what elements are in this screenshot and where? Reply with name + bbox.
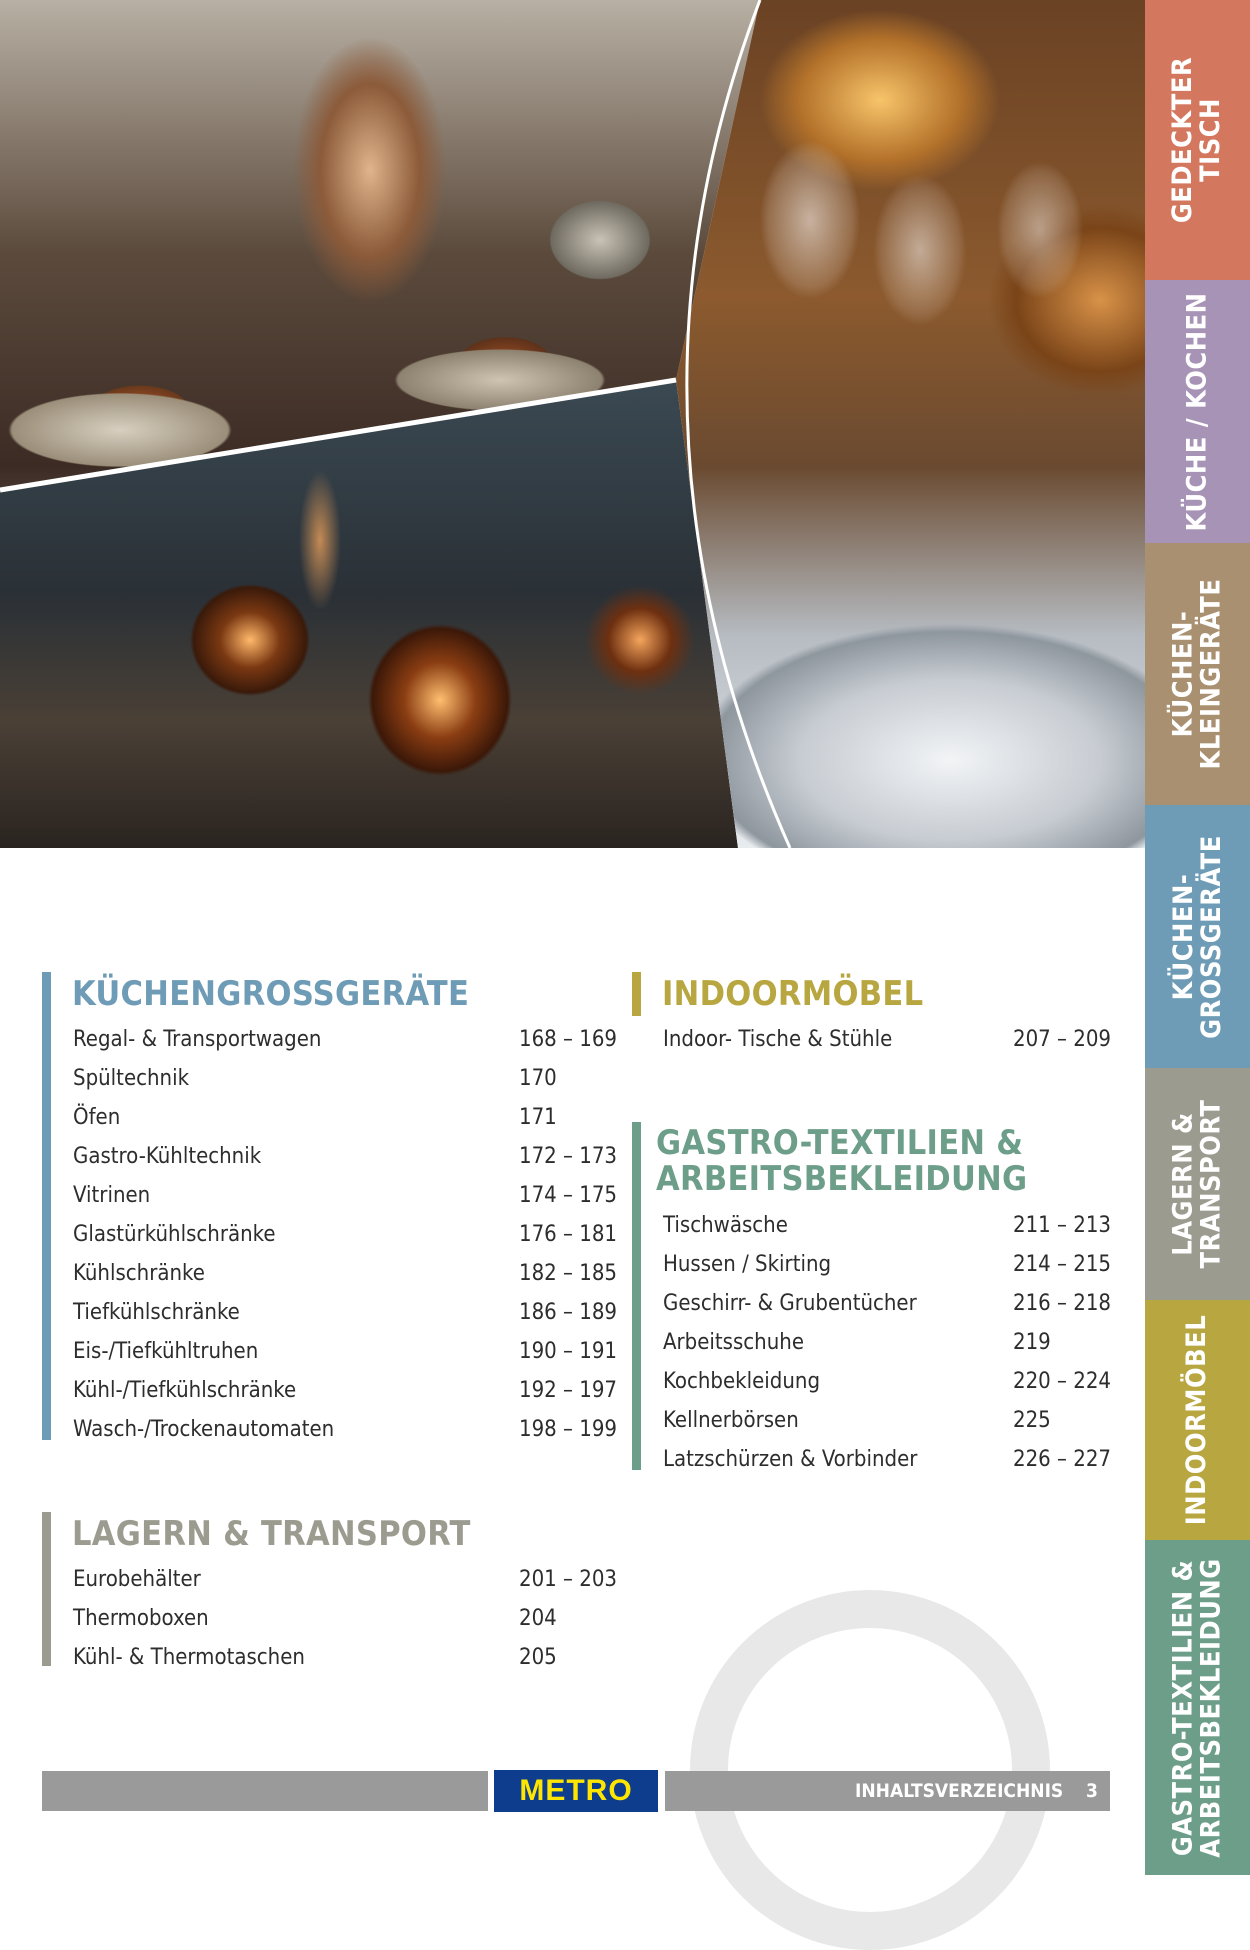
- section-kuechengrossgeraete: [42, 972, 622, 1442]
- toc-pages: 220 – 224: [1013, 1369, 1112, 1394]
- tab-label: GEDECKTER TISCH: [1167, 56, 1227, 224]
- toc-pages: 201 – 203: [519, 1567, 618, 1592]
- toc-label: Kühl-/Tiefkühlschränke: [73, 1378, 297, 1403]
- toc-pages: 186 – 189: [519, 1300, 618, 1325]
- collage-dividers: [0, 0, 1145, 848]
- tab-gedeckter-tisch[interactable]: [1145, 0, 1250, 280]
- toc-row[interactable]: [663, 1027, 1112, 1052]
- section-lagern-transport: [42, 1512, 622, 1672]
- toc-row[interactable]: [73, 1339, 618, 1364]
- toc-label: Kühl- & Thermotaschen: [73, 1645, 305, 1670]
- toc-label: Kochbekleidung: [663, 1369, 821, 1394]
- toc-label: Kühlschränke: [73, 1261, 205, 1286]
- toc-pages: 182 – 185: [519, 1261, 618, 1286]
- toc-label: Öfen: [73, 1105, 121, 1130]
- section-title: LAGERN & TRANSPORT: [72, 1514, 471, 1554]
- toc-pages: 192 – 197: [519, 1378, 618, 1403]
- toc-pages: 226 – 227: [1013, 1447, 1112, 1472]
- section-title: KÜCHENGROSSGERÄTE: [72, 974, 470, 1014]
- section-title-line-2: ARBEITSBEKLEIDUNG: [656, 1159, 1028, 1199]
- toc-pages: 205: [519, 1645, 557, 1670]
- toc-row[interactable]: [663, 1291, 1112, 1316]
- toc-row[interactable]: [663, 1408, 1051, 1433]
- toc-row[interactable]: [663, 1330, 1051, 1355]
- toc-label: Thermoboxen: [73, 1606, 209, 1631]
- tab-label: KÜCHEN- KLEINGERÄTE: [1167, 578, 1227, 770]
- page-number: 3: [1086, 1780, 1098, 1802]
- toc-label: Regal- & Transportwagen: [73, 1027, 322, 1052]
- toc-row[interactable]: [73, 1105, 557, 1130]
- toc-pages: 170: [519, 1066, 557, 1091]
- toc-row[interactable]: [663, 1252, 1112, 1277]
- toc-pages: 216 – 218: [1013, 1291, 1112, 1316]
- toc-pages: 190 – 191: [519, 1339, 618, 1364]
- toc-pages: 219: [1013, 1330, 1051, 1355]
- tab-indoormoebel[interactable]: [1145, 1300, 1250, 1540]
- toc-pages: 174 – 175: [519, 1183, 618, 1208]
- footer-bar-left: [42, 1771, 488, 1811]
- toc-pages: 214 – 215: [1013, 1252, 1112, 1277]
- category-tabs: [1145, 0, 1250, 1875]
- toc-pages: 168 – 169: [519, 1027, 618, 1052]
- tab-label: GASTRO-TEXTILIEN & ARBEITSBEKLEIDUNG: [1167, 1557, 1227, 1858]
- toc-row[interactable]: [663, 1369, 1112, 1394]
- photo-collage: [0, 0, 1145, 848]
- toc-label: Glastürkühlschränke: [73, 1222, 276, 1247]
- tab-gastro-textilien[interactable]: [1145, 1540, 1250, 1875]
- toc-label: Hussen / Skirting: [663, 1252, 832, 1277]
- toc-row[interactable]: [73, 1144, 618, 1169]
- section-accent-bar: [42, 972, 51, 1440]
- tab-label: KÜCHEN- GROSSGERÄTE: [1167, 834, 1227, 1039]
- tab-label: LAGERN & TRANSPORT: [1167, 1099, 1227, 1269]
- section-accent-bar: [632, 972, 641, 1016]
- tab-lagern-transport[interactable]: [1145, 1068, 1250, 1300]
- toc-label: Geschirr- & Grubentücher: [663, 1291, 917, 1316]
- toc-row[interactable]: [73, 1378, 618, 1403]
- toc-pages: 225: [1013, 1408, 1051, 1433]
- toc-label: Tischwäsche: [663, 1213, 788, 1238]
- metro-logo: [494, 1770, 658, 1812]
- toc-label: Tiefkühlschränke: [73, 1300, 240, 1325]
- section-title-line-1: GASTRO-TEXTILIEN &: [656, 1123, 1024, 1163]
- toc-row[interactable]: [73, 1066, 557, 1091]
- section-indoormoebel: [632, 972, 1122, 1062]
- toc-pages: 211 – 213: [1013, 1213, 1112, 1238]
- decorative-plate-ring: [690, 1590, 1050, 1950]
- section-gastro-textilien: [632, 1122, 1122, 1472]
- toc-row[interactable]: [73, 1300, 618, 1325]
- toc-label: Indoor- Tische & Stühle: [663, 1027, 893, 1052]
- section-accent-bar: [42, 1512, 51, 1666]
- toc-row[interactable]: [73, 1645, 557, 1670]
- toc-pages: 171: [519, 1105, 557, 1130]
- toc-row[interactable]: [73, 1222, 618, 1247]
- toc-label: Vitrinen: [73, 1183, 151, 1208]
- toc-label: Eurobehälter: [73, 1567, 201, 1592]
- toc-row[interactable]: [663, 1213, 1112, 1238]
- tab-label: KÜCHE / KOCHEN: [1181, 292, 1213, 531]
- toc-pages: 176 – 181: [519, 1222, 618, 1247]
- toc-row[interactable]: [73, 1606, 557, 1631]
- tab-kuechen-kleingeraete[interactable]: [1145, 543, 1250, 805]
- toc-row[interactable]: [73, 1567, 618, 1592]
- toc-row[interactable]: [73, 1027, 618, 1052]
- toc-label: Eis-/Tiefkühltruhen: [73, 1339, 259, 1364]
- toc-pages: 198 – 199: [519, 1417, 618, 1442]
- toc-label: Gastro-Kühltechnik: [73, 1144, 262, 1169]
- toc-label: Spültechnik: [73, 1066, 190, 1091]
- toc-pages: 204: [519, 1606, 557, 1631]
- section-accent-bar: [632, 1122, 641, 1470]
- toc-row[interactable]: [73, 1417, 618, 1442]
- toc-label: Latzschürzen & Vorbinder: [663, 1447, 918, 1472]
- toc-pages: 172 – 173: [519, 1144, 618, 1169]
- toc-label: Kellnerbörsen: [663, 1408, 799, 1433]
- toc-row[interactable]: [73, 1183, 618, 1208]
- toc-row[interactable]: [663, 1447, 1112, 1472]
- section-title: INDOORMÖBEL: [662, 974, 924, 1014]
- tab-kueche-kochen[interactable]: [1145, 280, 1250, 543]
- tab-label: INDOORMÖBEL: [1181, 1314, 1213, 1526]
- metro-logo-text: METRO: [519, 1774, 633, 1807]
- tab-kuechen-grossgeraete[interactable]: [1145, 805, 1250, 1068]
- toc-pages: 207 – 209: [1013, 1027, 1112, 1052]
- toc-label: Wasch-/Trockenautomaten: [73, 1417, 335, 1442]
- footer-section-label: INHALTSVERZEICHNIS: [855, 1780, 1064, 1802]
- toc-label: Arbeitsschuhe: [663, 1330, 805, 1355]
- toc-row[interactable]: [73, 1261, 618, 1286]
